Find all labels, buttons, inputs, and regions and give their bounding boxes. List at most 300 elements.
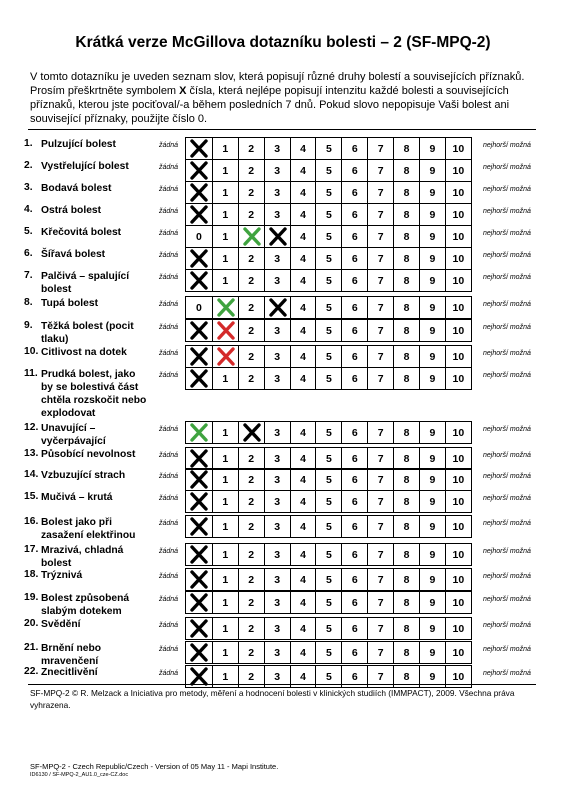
rating-scale	[185, 490, 472, 513]
rating-cell-10[interactable]	[445, 569, 471, 590]
rating-cell-10[interactable]	[445, 422, 471, 443]
rating-cell-5[interactable]	[315, 544, 341, 565]
rating-cell-9[interactable]	[419, 297, 445, 318]
rating-cell-7[interactable]	[367, 204, 393, 225]
rating-number: 1	[222, 452, 229, 465]
rating-cell-6[interactable]	[341, 422, 367, 443]
rating-cell-1[interactable]	[212, 422, 238, 443]
rating-cell-9[interactable]	[419, 448, 445, 469]
rating-cell-6[interactable]	[341, 346, 367, 367]
rating-cell-7[interactable]	[367, 569, 393, 590]
rating-cell-2[interactable]	[238, 226, 264, 247]
rating-cell-8[interactable]	[393, 422, 419, 443]
rating-cell-7[interactable]	[367, 182, 393, 203]
rating-cell-0[interactable]	[186, 544, 212, 565]
rating-cell-6[interactable]	[341, 618, 367, 639]
rating-cell-7[interactable]	[367, 448, 393, 469]
rating-cell-8[interactable]	[393, 516, 419, 537]
rating-cell-8[interactable]	[393, 592, 419, 613]
rating-cell-3[interactable]	[264, 248, 290, 269]
question-number: 3.	[24, 182, 33, 193]
rating-cell-10[interactable]	[445, 642, 471, 663]
rating-cell-2[interactable]	[238, 448, 264, 469]
rating-scale	[185, 543, 472, 566]
rating-cell-5[interactable]	[315, 320, 341, 341]
rating-cell-8[interactable]	[393, 226, 419, 247]
rating-cell-5[interactable]	[315, 516, 341, 537]
rating-cell-7[interactable]	[367, 248, 393, 269]
rating-number: 8	[403, 230, 410, 243]
rating-cell-6[interactable]	[341, 160, 367, 181]
rating-cell-4[interactable]	[290, 346, 316, 367]
question-row	[0, 181, 566, 202]
rating-cell-6[interactable]	[341, 182, 367, 203]
rating-cell-5[interactable]	[315, 569, 341, 590]
rating-cell-7[interactable]	[367, 592, 393, 613]
question-number: 16.	[24, 516, 39, 527]
rating-cell-0[interactable]	[186, 204, 212, 225]
rating-cell-9[interactable]	[419, 491, 445, 512]
scale-left-anchor: žádná	[159, 350, 179, 357]
rating-cell-4[interactable]	[290, 182, 316, 203]
rating-cell-4[interactable]	[290, 642, 316, 663]
x-mark-icon	[188, 619, 210, 638]
rating-cell-0[interactable]	[186, 346, 212, 367]
rating-cell-5[interactable]	[315, 448, 341, 469]
x-mark-icon	[188, 139, 210, 158]
rating-cell-2[interactable]	[238, 569, 264, 590]
rating-cell-4[interactable]	[290, 297, 316, 318]
rating-cell-9[interactable]	[419, 160, 445, 181]
rating-cell-5[interactable]	[315, 270, 341, 291]
rating-cell-2[interactable]	[238, 592, 264, 613]
rating-cell-5[interactable]	[315, 297, 341, 318]
scale-left-anchor: žádná	[159, 573, 179, 580]
rating-cell-5[interactable]	[315, 422, 341, 443]
rating-cell-10[interactable]	[445, 182, 471, 203]
scale-right-anchor: nejhorší možná	[483, 596, 531, 603]
rating-cell-10[interactable]	[445, 448, 471, 469]
rating-cell-6[interactable]	[341, 368, 367, 389]
rating-cell-1[interactable]	[212, 270, 238, 291]
rating-cell-4[interactable]	[290, 448, 316, 469]
x-mark-icon	[188, 643, 210, 662]
x-mark-icon	[215, 298, 237, 317]
rating-cell-8[interactable]	[393, 618, 419, 639]
rating-cell-0[interactable]	[186, 138, 212, 159]
rating-cell-1[interactable]	[212, 569, 238, 590]
rating-cell-5[interactable]	[315, 160, 341, 181]
rating-cell-3[interactable]	[264, 160, 290, 181]
rating-cell-6[interactable]	[341, 138, 367, 159]
rating-cell-10[interactable]	[445, 516, 471, 537]
rating-cell-0[interactable]	[186, 226, 212, 247]
rating-cell-5[interactable]	[315, 368, 341, 389]
rating-cell-7[interactable]	[367, 320, 393, 341]
rating-cell-5[interactable]	[315, 642, 341, 663]
rating-cell-6[interactable]	[341, 448, 367, 469]
rating-cell-8[interactable]	[393, 448, 419, 469]
rating-cell-8[interactable]	[393, 346, 419, 367]
rating-cell-9[interactable]	[419, 592, 445, 613]
rating-number: 8	[403, 473, 410, 486]
instructions-part2: čísla, která nejlépe popisují intenzitu každé bolesti a souvisejících příznaků, kterou jste pociťoval/-a během posledních 7 dnů. Pokud slovo nepopisuje Vaši bolest ani související příznaky, použijte číslo 0.	[30, 85, 510, 125]
rating-cell-5[interactable]	[315, 491, 341, 512]
rating-cell-10[interactable]	[445, 491, 471, 512]
rating-cell-9[interactable]	[419, 182, 445, 203]
footer-file-id: ID6130 / SF-MPQ-2_AU1.0_cze-CZ.doc	[30, 772, 129, 778]
rating-scale	[185, 137, 472, 160]
rating-number: 4	[300, 350, 306, 363]
rating-cell-1[interactable]	[212, 297, 238, 318]
rating-number: 3	[274, 164, 281, 177]
rating-number: 7	[377, 324, 384, 337]
rating-cell-8[interactable]	[393, 491, 419, 512]
rating-number: 4	[300, 548, 306, 561]
rating-cell-1[interactable]	[212, 226, 238, 247]
rating-number: 9	[429, 495, 436, 508]
rating-cell-1[interactable]	[212, 642, 238, 663]
rating-cell-6[interactable]	[341, 297, 367, 318]
scale-right-anchor: nejhorší možná	[483, 495, 531, 502]
rating-number: 5	[325, 350, 332, 363]
rating-cell-6[interactable]	[341, 270, 367, 291]
rating-cell-5[interactable]	[315, 248, 341, 269]
rating-cell-8[interactable]	[393, 204, 419, 225]
rating-cell-10[interactable]	[445, 469, 471, 490]
rating-cell-1[interactable]	[212, 544, 238, 565]
rating-cell-0[interactable]	[186, 469, 212, 490]
rating-cell-4[interactable]	[290, 544, 316, 565]
rating-cell-0[interactable]	[186, 320, 212, 341]
rating-cell-9[interactable]	[419, 346, 445, 367]
rating-cell-0[interactable]	[186, 182, 212, 203]
rating-cell-4[interactable]	[290, 270, 316, 291]
rating-cell-7[interactable]	[367, 138, 393, 159]
rating-number: 4	[300, 596, 306, 609]
question-number: 15.	[24, 491, 39, 502]
rating-cell-6[interactable]	[341, 516, 367, 537]
rating-cell-10[interactable]	[445, 592, 471, 613]
rating-cell-2[interactable]	[238, 422, 264, 443]
rating-number: 9	[429, 230, 436, 243]
rating-cell-8[interactable]	[393, 248, 419, 269]
rating-number: 3	[274, 426, 281, 439]
rating-cell-2[interactable]	[238, 182, 264, 203]
rating-cell-5[interactable]	[315, 618, 341, 639]
rating-cell-3[interactable]	[264, 422, 290, 443]
rating-number: 8	[403, 548, 410, 561]
rating-cell-9[interactable]	[419, 226, 445, 247]
scale-left-anchor: žádná	[159, 164, 179, 171]
question-row	[0, 225, 566, 246]
rating-cell-6[interactable]	[341, 226, 367, 247]
rating-cell-4[interactable]	[290, 248, 316, 269]
rating-cell-10[interactable]	[445, 270, 471, 291]
rating-cell-2[interactable]	[238, 160, 264, 181]
rating-cell-4[interactable]	[290, 226, 316, 247]
rating-number: 3	[274, 324, 281, 337]
scale-right-anchor: nejhorší možná	[483, 646, 531, 653]
rating-cell-3[interactable]	[264, 138, 290, 159]
rating-cell-10[interactable]	[445, 297, 471, 318]
rating-cell-3[interactable]	[264, 297, 290, 318]
rating-number: 9	[429, 646, 436, 659]
rating-cell-6[interactable]	[341, 469, 367, 490]
rating-cell-10[interactable]	[445, 160, 471, 181]
rating-cell-9[interactable]	[419, 248, 445, 269]
rating-number: 6	[351, 452, 358, 465]
rating-cell-0[interactable]	[186, 448, 212, 469]
rating-cell-9[interactable]	[419, 368, 445, 389]
rating-cell-8[interactable]	[393, 270, 419, 291]
rating-number: 2	[248, 142, 255, 155]
rating-cell-7[interactable]	[367, 469, 393, 490]
rating-cell-4[interactable]	[290, 422, 316, 443]
rating-cell-8[interactable]	[393, 544, 419, 565]
scale-right-anchor: nejhorší možná	[483, 670, 531, 677]
rating-cell-7[interactable]	[367, 297, 393, 318]
rating-cell-3[interactable]	[264, 618, 290, 639]
rating-cell-10[interactable]	[445, 204, 471, 225]
rating-cell-6[interactable]	[341, 248, 367, 269]
rating-cell-5[interactable]	[315, 138, 341, 159]
rating-scale	[185, 269, 472, 292]
rating-cell-7[interactable]	[367, 226, 393, 247]
rating-cell-1[interactable]	[212, 138, 238, 159]
rating-cell-2[interactable]	[238, 491, 264, 512]
rating-cell-9[interactable]	[419, 469, 445, 490]
rating-cell-4[interactable]	[290, 204, 316, 225]
rating-cell-5[interactable]	[315, 469, 341, 490]
rating-cell-1[interactable]	[212, 160, 238, 181]
rating-cell-4[interactable]	[290, 160, 316, 181]
rating-cell-1[interactable]	[212, 618, 238, 639]
rating-cell-3[interactable]	[264, 270, 290, 291]
rating-cell-7[interactable]	[367, 270, 393, 291]
rating-number: 7	[377, 252, 384, 265]
rating-cell-10[interactable]	[445, 138, 471, 159]
rating-cell-4[interactable]	[290, 592, 316, 613]
rating-cell-2[interactable]	[238, 248, 264, 269]
rating-cell-1[interactable]	[212, 592, 238, 613]
rating-cell-1[interactable]	[212, 346, 238, 367]
rating-cell-3[interactable]	[264, 448, 290, 469]
rating-cell-10[interactable]	[445, 368, 471, 389]
rating-cell-2[interactable]	[238, 642, 264, 663]
rating-cell-3[interactable]	[264, 544, 290, 565]
rating-cell-4[interactable]	[290, 469, 316, 490]
rating-cell-2[interactable]	[238, 138, 264, 159]
rating-cell-6[interactable]	[341, 204, 367, 225]
scale-left-anchor: žádná	[159, 426, 179, 433]
rating-cell-5[interactable]	[315, 346, 341, 367]
rating-cell-2[interactable]	[238, 204, 264, 225]
rating-cell-4[interactable]	[290, 138, 316, 159]
rating-cell-10[interactable]	[445, 226, 471, 247]
rating-cell-7[interactable]	[367, 544, 393, 565]
rating-cell-8[interactable]	[393, 320, 419, 341]
rating-cell-9[interactable]	[419, 516, 445, 537]
rating-cell-5[interactable]	[315, 226, 341, 247]
rating-cell-6[interactable]	[341, 320, 367, 341]
rating-cell-3[interactable]	[264, 491, 290, 512]
rating-cell-3[interactable]	[264, 368, 290, 389]
rating-cell-10[interactable]	[445, 320, 471, 341]
rating-cell-9[interactable]	[419, 618, 445, 639]
rating-cell-8[interactable]	[393, 138, 419, 159]
rating-cell-10[interactable]	[445, 618, 471, 639]
scale-left-anchor: žádná	[159, 548, 179, 555]
rating-cell-2[interactable]	[238, 320, 264, 341]
rating-cell-0[interactable]	[186, 618, 212, 639]
rating-cell-1[interactable]	[212, 248, 238, 269]
rating-cell-9[interactable]	[419, 569, 445, 590]
rating-cell-0[interactable]	[186, 569, 212, 590]
question-label: Citlivost na dotek	[41, 347, 127, 358]
rating-cell-1[interactable]	[212, 320, 238, 341]
question-number: 13.	[24, 448, 39, 459]
rating-cell-10[interactable]	[445, 346, 471, 367]
rating-cell-0[interactable]	[186, 491, 212, 512]
rating-cell-7[interactable]	[367, 516, 393, 537]
rating-number: 8	[403, 426, 410, 439]
rating-cell-4[interactable]	[290, 569, 316, 590]
rating-cell-3[interactable]	[264, 226, 290, 247]
rating-number: 7	[377, 350, 384, 363]
rating-cell-8[interactable]	[393, 569, 419, 590]
rating-number: 9	[429, 573, 436, 586]
rating-cell-9[interactable]	[419, 422, 445, 443]
rating-cell-0[interactable]	[186, 160, 212, 181]
rating-cell-2[interactable]	[238, 516, 264, 537]
rating-number: 6	[351, 646, 358, 659]
rating-cell-2[interactable]	[238, 469, 264, 490]
rating-cell-7[interactable]	[367, 346, 393, 367]
rating-cell-5[interactable]	[315, 204, 341, 225]
rating-cell-6[interactable]	[341, 544, 367, 565]
scale-right-anchor: nejhorší možná	[483, 186, 531, 193]
scale-right-anchor: nejhorší možná	[483, 473, 531, 480]
question-row	[0, 591, 566, 617]
rating-number: 4	[300, 252, 306, 265]
rating-number: 6	[351, 473, 358, 486]
rating-number: 1	[222, 670, 229, 683]
rating-cell-9[interactable]	[419, 270, 445, 291]
rating-cell-1[interactable]	[212, 182, 238, 203]
question-number: 11.	[24, 368, 38, 379]
rating-cell-2[interactable]	[238, 270, 264, 291]
rating-cell-3[interactable]	[264, 569, 290, 590]
rating-cell-9[interactable]	[419, 138, 445, 159]
rating-cell-0[interactable]	[186, 248, 212, 269]
rating-cell-1[interactable]	[212, 516, 238, 537]
rating-cell-4[interactable]	[290, 516, 316, 537]
rating-number: 5	[325, 274, 332, 287]
rating-cell-7[interactable]	[367, 618, 393, 639]
rating-cell-0[interactable]	[186, 297, 212, 318]
rating-cell-7[interactable]	[367, 160, 393, 181]
rating-cell-1[interactable]	[212, 368, 238, 389]
rating-cell-8[interactable]	[393, 160, 419, 181]
rating-number: 1	[222, 142, 229, 155]
rating-number: 3	[274, 548, 281, 561]
rating-cell-7[interactable]	[367, 422, 393, 443]
rating-number: 9	[429, 596, 436, 609]
rating-cell-3[interactable]	[264, 346, 290, 367]
rating-cell-1[interactable]	[212, 204, 238, 225]
rating-cell-5[interactable]	[315, 592, 341, 613]
rating-cell-4[interactable]	[290, 618, 316, 639]
rating-cell-1[interactable]	[212, 491, 238, 512]
rating-cell-2[interactable]	[238, 618, 264, 639]
rating-cell-9[interactable]	[419, 544, 445, 565]
rating-cell-10[interactable]	[445, 544, 471, 565]
rating-cell-6[interactable]	[341, 569, 367, 590]
rating-cell-10[interactable]	[445, 248, 471, 269]
rating-cell-0[interactable]	[186, 516, 212, 537]
rating-cell-2[interactable]	[238, 297, 264, 318]
rating-cell-3[interactable]	[264, 592, 290, 613]
rating-cell-8[interactable]	[393, 469, 419, 490]
rating-cell-9[interactable]	[419, 642, 445, 663]
question-row	[0, 269, 566, 295]
rating-cell-1[interactable]	[212, 448, 238, 469]
scale-left-anchor: žádná	[159, 622, 179, 629]
scale-left-anchor: žádná	[159, 301, 179, 308]
rating-cell-6[interactable]	[341, 491, 367, 512]
rating-cell-8[interactable]	[393, 182, 419, 203]
rating-cell-4[interactable]	[290, 368, 316, 389]
rating-cell-3[interactable]	[264, 320, 290, 341]
rating-cell-9[interactable]	[419, 320, 445, 341]
rating-cell-3[interactable]	[264, 469, 290, 490]
rating-cell-6[interactable]	[341, 642, 367, 663]
rating-cell-0[interactable]	[186, 592, 212, 613]
rating-cell-9[interactable]	[419, 204, 445, 225]
rating-cell-8[interactable]	[393, 297, 419, 318]
rating-cell-7[interactable]	[367, 491, 393, 512]
rating-cell-4[interactable]	[290, 491, 316, 512]
rating-cell-4[interactable]	[290, 320, 316, 341]
rating-cell-0[interactable]	[186, 368, 212, 389]
rating-cell-3[interactable]	[264, 204, 290, 225]
rating-cell-1[interactable]	[212, 469, 238, 490]
rating-cell-0[interactable]	[186, 270, 212, 291]
rating-number: 5	[325, 473, 332, 486]
rating-cell-7[interactable]	[367, 642, 393, 663]
question-label: Působící nevolnost	[41, 449, 136, 460]
rating-cell-3[interactable]	[264, 516, 290, 537]
rating-cell-5[interactable]	[315, 182, 341, 203]
rating-cell-2[interactable]	[238, 346, 264, 367]
rating-number: 2	[248, 350, 255, 363]
rating-cell-7[interactable]	[367, 368, 393, 389]
rating-number: 6	[351, 274, 358, 287]
rating-cell-8[interactable]	[393, 642, 419, 663]
rating-cell-3[interactable]	[264, 642, 290, 663]
scale-left-anchor: žádná	[159, 670, 179, 677]
rating-number: 4	[300, 324, 306, 337]
rating-cell-2[interactable]	[238, 544, 264, 565]
rating-cell-2[interactable]	[238, 368, 264, 389]
rating-number: 8	[403, 186, 410, 199]
rating-cell-3[interactable]	[264, 182, 290, 203]
rating-cell-0[interactable]	[186, 422, 212, 443]
rating-cell-0[interactable]	[186, 642, 212, 663]
rating-cell-8[interactable]	[393, 368, 419, 389]
rating-cell-6[interactable]	[341, 592, 367, 613]
